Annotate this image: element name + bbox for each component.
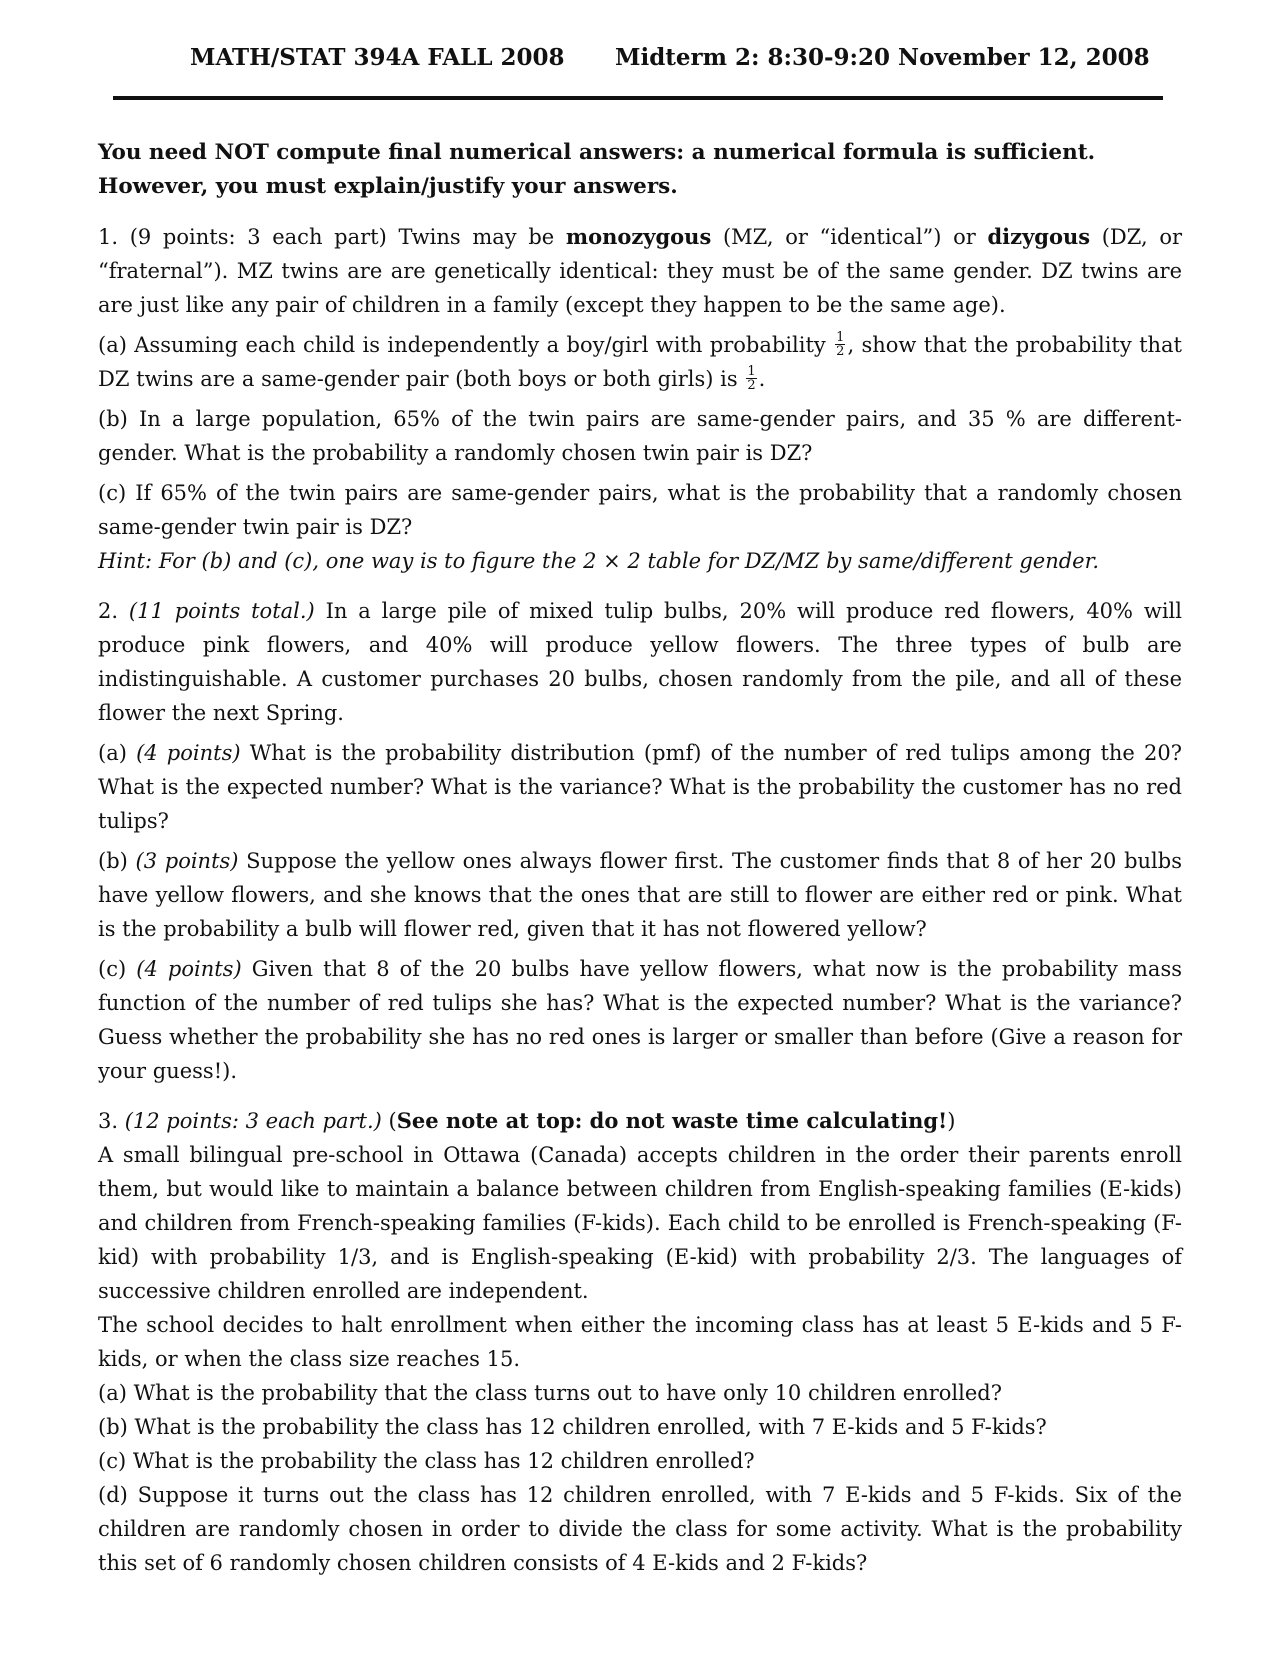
header-rule: [113, 96, 1163, 100]
q1a-text-3: .: [758, 367, 766, 391]
q2b-text: Suppose the yellow ones always flower first. The customer finds that 8 of her 20 bulbs have yellow flowers, and she knows that the ones that are still to flower are either red or pink. What is the probability a bulb will flower red, given that it has not flowered yellow?: [98, 849, 1182, 941]
instructions-note: [98, 136, 1182, 204]
fraction-denominator: 2: [747, 378, 756, 393]
q3-part-b: (b) What is the probability the class has 12 children enrolled, with 7 E-kids and 5 F-kids?: [98, 1415, 1047, 1439]
question-2: [98, 594, 1182, 1088]
q3-part-c: (c) What is the probability the class has 12 children enrolled?: [98, 1449, 755, 1473]
q1a-text-2: , show that the probability that DZ twins are a same-gender pair (both boys or both girls) is: [98, 333, 1182, 391]
fraction-one-half: [746, 365, 756, 392]
q2-part-c: [98, 952, 1182, 1088]
q3-number: 3.: [98, 1109, 125, 1133]
note-line-1: You need NOT compute final numerical answers: a numerical formula is sufficient.: [98, 140, 1096, 165]
q2b-label: (b): [98, 849, 136, 873]
exam-title: Midterm 2: 8:30-9:20 November 12, 2008: [615, 44, 1150, 71]
q2-intro-text: In a large pile of mixed tulip bulbs, 20% will produce red flowers, 40% will produce pink flowers, and 40% will produce yellow flowers. The three types of bulb are indistinguishable. A customer purchases 20 bulbs, chosen randomly from the pile, and all of these flower the next Spring.: [98, 599, 1182, 725]
q1-text-3: (DZ, or “fraternal”). MZ twins are are genetically identical: they must be of the same gender. DZ twins are are just like any pair of children in a family (except they happen to be the same age).: [98, 225, 1182, 317]
q1-term-monozygous: monozygous: [565, 224, 712, 249]
q3-part-d: (d) Suppose it turns out the class has 12 children enrolled, with 7 E-kids and 5 F-kids. Six of the children are randomly chosen in order to divide the class for some activity. What is the probability this set of 6 randomly chosen children consists of 4 E-kids and 2 F-kids?: [98, 1483, 1182, 1575]
q1-part-c: (c) If 65% of the twin pairs are same-gender pairs, what is the probability that a randomly chosen same-gender twin pair is DZ?: [98, 481, 1182, 539]
q1-points: (9 points: 3 each part): [129, 225, 387, 249]
q3-paren-open: (: [381, 1109, 397, 1133]
q2c-text: Given that 8 of the 20 bulbs have yellow flowers, what now is the probability mass function of the number of red tulips she has? What is the expected number? What is the variance? Guess whether the probability she has no red ones is larger or smaller than before (Give a reason for your guess!).: [98, 957, 1182, 1083]
q1-intro: [98, 220, 1182, 322]
course-title: MATH/STAT 394A FALL 2008: [190, 44, 565, 71]
q1-hint-text: Hint: For (b) and (c), one way is to figure the 2 × 2 table for DZ/MZ by same/different gender.: [98, 549, 1100, 573]
q1-text-1: Twins may be: [386, 225, 566, 249]
q2-part-b: [98, 844, 1182, 946]
fraction-numerator: 1: [747, 364, 756, 379]
q2-part-a: [98, 736, 1182, 838]
q3-heading: [98, 1104, 1182, 1138]
q3-paren-close: ): [947, 1109, 956, 1133]
q3-note: See note at top: do not waste time calculating!: [396, 1108, 948, 1133]
q1-hint: [98, 544, 1182, 578]
q3-intro: A small bilingual pre-school in Ottawa (Canada) accepts children in the order their parents enroll them, but would like to maintain a balance between children from English-speaking families (E-kids) and children from French-speaking families (F-kids). Each child to be enrolled is French-speaking (F-kid) with probability 1/3, and is English-speaking (E-kid) with probability 2/3. The languages of successive children enrolled are independent.: [98, 1143, 1182, 1303]
exam-content: [98, 136, 1182, 1580]
page-header: [0, 44, 1280, 84]
q2b-points: (3 points): [135, 849, 239, 873]
q3-points: (12 points: 3 each part.): [124, 1109, 382, 1133]
q3-part-a: (a) What is the probability that the class turns out to have only 10 children enrolled?: [98, 1381, 1002, 1405]
q1-part-b: (b) In a large population, 65% of the twin pairs are same-gender pairs, and 35 % are different-gender. What is the probability a randomly chosen twin pair is DZ?: [98, 407, 1182, 465]
q2-number: 2.: [98, 599, 119, 623]
q1-term-dizygous: dizygous: [987, 224, 1091, 249]
q1-text-2: (MZ, or “identical”) or: [711, 225, 988, 249]
fraction-one-half: [835, 331, 845, 358]
question-3: [98, 1104, 1182, 1580]
q2-points: (11 points total.): [128, 599, 315, 623]
note-line-2: However, you must explain/justify your answers.: [98, 174, 678, 199]
q1-part-a: [98, 328, 1182, 396]
q2a-text: What is the probability distribution (pmf) of the number of red tulips among the 20? What is the expected number? What is the variance? What is the probability the customer has no red tulips?: [98, 741, 1182, 833]
question-1: [98, 220, 1182, 578]
fraction-denominator: 2: [836, 344, 845, 359]
q3-rule: The school decides to halt enrollment when either the incoming class has at least 5 E-kids and 5 F-kids, or when the class size reaches 15.: [98, 1313, 1182, 1371]
fraction-numerator: 1: [836, 330, 845, 345]
q2c-points: (4 points): [136, 957, 242, 981]
q2a-points: (4 points): [136, 741, 241, 765]
q1-number: 1.: [98, 225, 119, 249]
q2c-label: (c): [98, 957, 137, 981]
q1a-text-1: (a) Assuming each child is independently a boy/girl with probability: [98, 333, 826, 357]
q2-intro: [98, 594, 1182, 730]
q2a-label: (a): [98, 741, 137, 765]
